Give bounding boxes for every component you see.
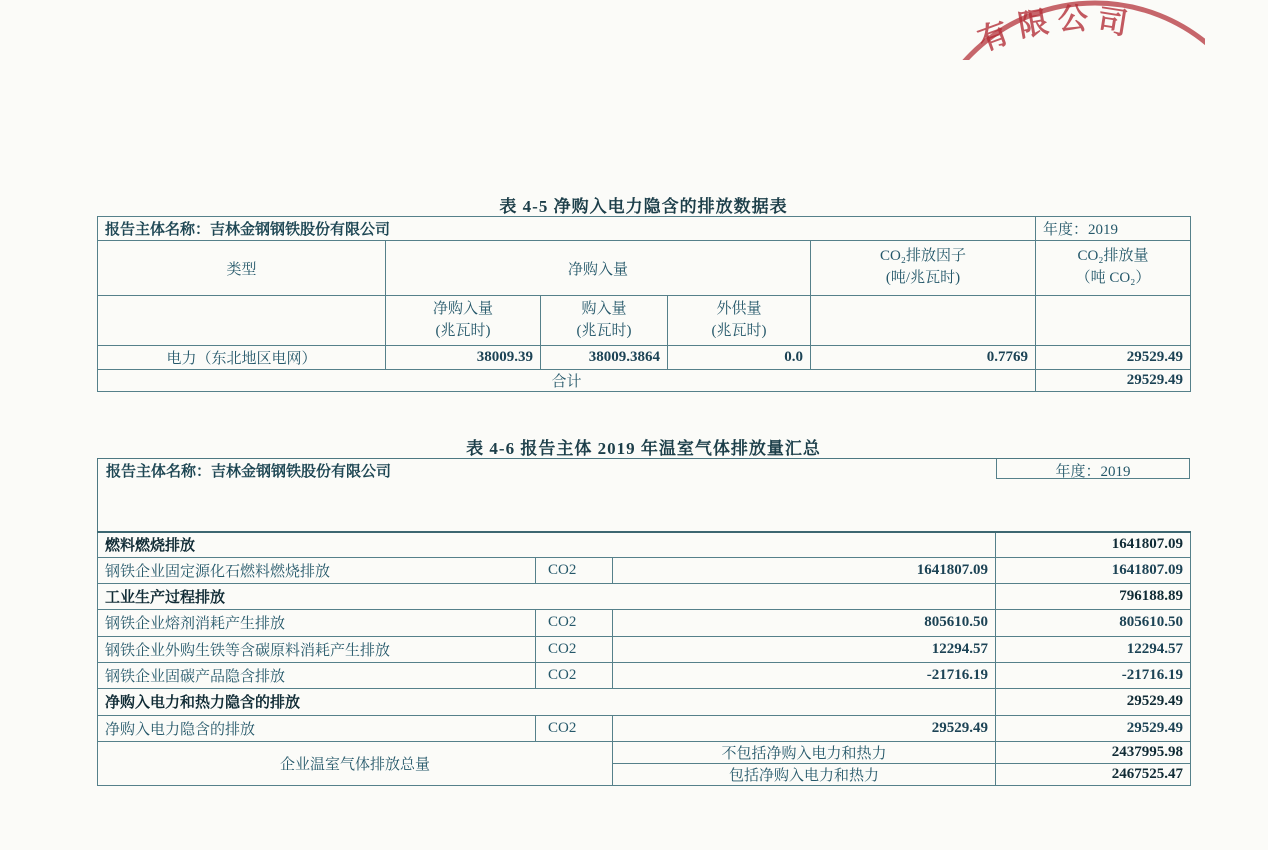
t46-row3-gas: CO2 bbox=[536, 609, 613, 636]
t46-summary-label: 企业温室气体排放总量 bbox=[98, 741, 613, 785]
t45-col-co2-factor bbox=[811, 241, 1036, 296]
t45-supplied-value: 0.0 bbox=[668, 346, 811, 370]
t46-row2-total: 796188.89 bbox=[996, 583, 1191, 609]
t45-net-value: 38009.39 bbox=[386, 346, 541, 370]
t45-sub-purchased-line1: 购入量 bbox=[581, 300, 627, 317]
t45-entity-row bbox=[98, 217, 1191, 241]
t45-sub-supplied-line2: (兆瓦时) bbox=[711, 322, 767, 339]
table-4-6 bbox=[97, 531, 1191, 786]
t46-data-row bbox=[98, 609, 1191, 636]
red-seal-stamp bbox=[945, 0, 1205, 60]
table-4-5 bbox=[97, 216, 1191, 392]
t46-summary-excl-label: 不包括净购入电力和热力 bbox=[613, 741, 996, 763]
t45-empty-cell bbox=[811, 296, 1036, 346]
t45-entity-name: 报告主体名称：吉林金钢钢铁股份有限公司 bbox=[98, 217, 1036, 241]
t46-section-row bbox=[98, 688, 1191, 715]
t46-row4-value: 12294.57 bbox=[613, 636, 996, 662]
t45-year: 年度：2019 bbox=[1036, 217, 1191, 241]
t45-total-amount: 29529.49 bbox=[1036, 370, 1191, 392]
t45-total-row bbox=[98, 370, 1191, 392]
t45-sub-net bbox=[386, 296, 541, 346]
stamp-char: 有 bbox=[974, 16, 1014, 58]
t45-row-type: 电力（东北地区电网） bbox=[98, 346, 386, 370]
t45-sub-net-line1: 净购入量 bbox=[432, 300, 493, 317]
t46-data-row bbox=[98, 636, 1191, 662]
t46-row4-total: 12294.57 bbox=[996, 636, 1191, 662]
t45-col-co2-amount-line2: （吨 CO₂） bbox=[1075, 270, 1151, 286]
t45-col-type: 类型 bbox=[98, 241, 386, 296]
t46-data-row bbox=[98, 557, 1191, 583]
t45-sub-supplied-line1: 外供量 bbox=[716, 300, 762, 317]
t45-col-co2-factor-line2: (吨/兆瓦时) bbox=[885, 270, 961, 286]
t45-header-row bbox=[98, 241, 1191, 296]
t46-row5-value: -21716.19 bbox=[613, 662, 996, 688]
t46-row3-label: 钢铁企业熔剂消耗产生排放 bbox=[98, 609, 536, 636]
t45-purchased-value: 38009.3864 bbox=[541, 346, 668, 370]
t46-summary-incl-label: 包括净购入电力和热力 bbox=[613, 763, 996, 785]
t46-data-row bbox=[98, 662, 1191, 688]
t46-row6-label: 净购入电力和热力隐含的排放 bbox=[98, 688, 996, 715]
t45-col-net-purchase-group: 净购入量 bbox=[386, 241, 811, 296]
t46-left-border-gap bbox=[97, 479, 100, 532]
t45-sub-net-line2: (兆瓦时) bbox=[435, 322, 491, 339]
t45-empty-cell bbox=[1036, 296, 1191, 346]
stamp-char: 限 bbox=[1015, 5, 1051, 44]
t46-row4-label: 钢铁企业外购生铁等含碳原料消耗产生排放 bbox=[98, 636, 536, 662]
stamp-char: 公 bbox=[1057, 2, 1089, 37]
stamp-char: 司 bbox=[1095, 3, 1130, 42]
t45-sub-supplied bbox=[668, 296, 811, 346]
t46-row4-gas: CO2 bbox=[536, 636, 613, 662]
t46-summary-incl-value: 2467525.47 bbox=[996, 763, 1191, 785]
t45-empty-cell bbox=[98, 296, 386, 346]
t46-row5-label: 钢铁企业固碳产品隐含排放 bbox=[98, 662, 536, 688]
t45-sub-purchased-line2: (兆瓦时) bbox=[576, 322, 632, 339]
t46-row0-label: 燃料燃烧排放 bbox=[98, 532, 996, 557]
t45-factor-value: 0.7769 bbox=[811, 346, 1036, 370]
t46-row3-value: 805610.50 bbox=[613, 609, 996, 636]
t46-entity-name: 报告主体名称：吉林金钢钢铁股份有限公司 bbox=[106, 464, 392, 480]
t45-amount-value: 29529.49 bbox=[1036, 346, 1191, 370]
t46-row2-label: 工业生产过程排放 bbox=[98, 583, 996, 609]
t45-subheader-row bbox=[98, 296, 1191, 346]
t46-row1-total: 1641807.09 bbox=[996, 557, 1191, 583]
t46-row1-value: 1641807.09 bbox=[613, 557, 996, 583]
t46-summary-row-excl bbox=[98, 741, 1191, 763]
t46-section-row bbox=[98, 532, 1191, 557]
t46-row1-label: 钢铁企业固定源化石燃料燃烧排放 bbox=[98, 557, 536, 583]
table-4-6-title: 表 4-6 报告主体 2019 年温室气体排放量汇总 bbox=[466, 439, 821, 458]
t46-row7-label: 净购入电力隐含的排放 bbox=[98, 715, 536, 741]
t46-data-row bbox=[98, 715, 1191, 741]
t46-header-strip bbox=[97, 458, 1190, 479]
t46-year: 年度：2019 bbox=[996, 459, 1190, 479]
t45-col-co2-amount bbox=[1036, 241, 1191, 296]
t46-row7-gas: CO2 bbox=[536, 715, 613, 741]
t45-col-co2-factor-line1: CO₂排放因子 bbox=[879, 248, 967, 265]
t46-row7-value: 29529.49 bbox=[613, 715, 996, 741]
t46-section-row bbox=[98, 583, 1191, 609]
t46-row3-total: 805610.50 bbox=[996, 609, 1191, 636]
t46-row5-gas: CO2 bbox=[536, 662, 613, 688]
t46-row6-total: 29529.49 bbox=[996, 688, 1191, 715]
t46-summary-excl-value: 2437995.98 bbox=[996, 741, 1191, 763]
t45-data-row bbox=[98, 346, 1191, 370]
t45-col-co2-amount-line1: CO₂排放量 bbox=[1077, 248, 1149, 265]
t45-sub-purchased bbox=[541, 296, 668, 346]
t46-row5-total: -21716.19 bbox=[996, 662, 1191, 688]
t46-row0-total: 1641807.09 bbox=[996, 532, 1191, 557]
t46-row7-total: 29529.49 bbox=[996, 715, 1191, 741]
t46-row1-gas: CO2 bbox=[536, 557, 613, 583]
t45-total-label: 合计 bbox=[98, 370, 1036, 392]
table-4-5-title: 表 4-5 净购入电力隐含的排放数据表 bbox=[499, 197, 788, 216]
